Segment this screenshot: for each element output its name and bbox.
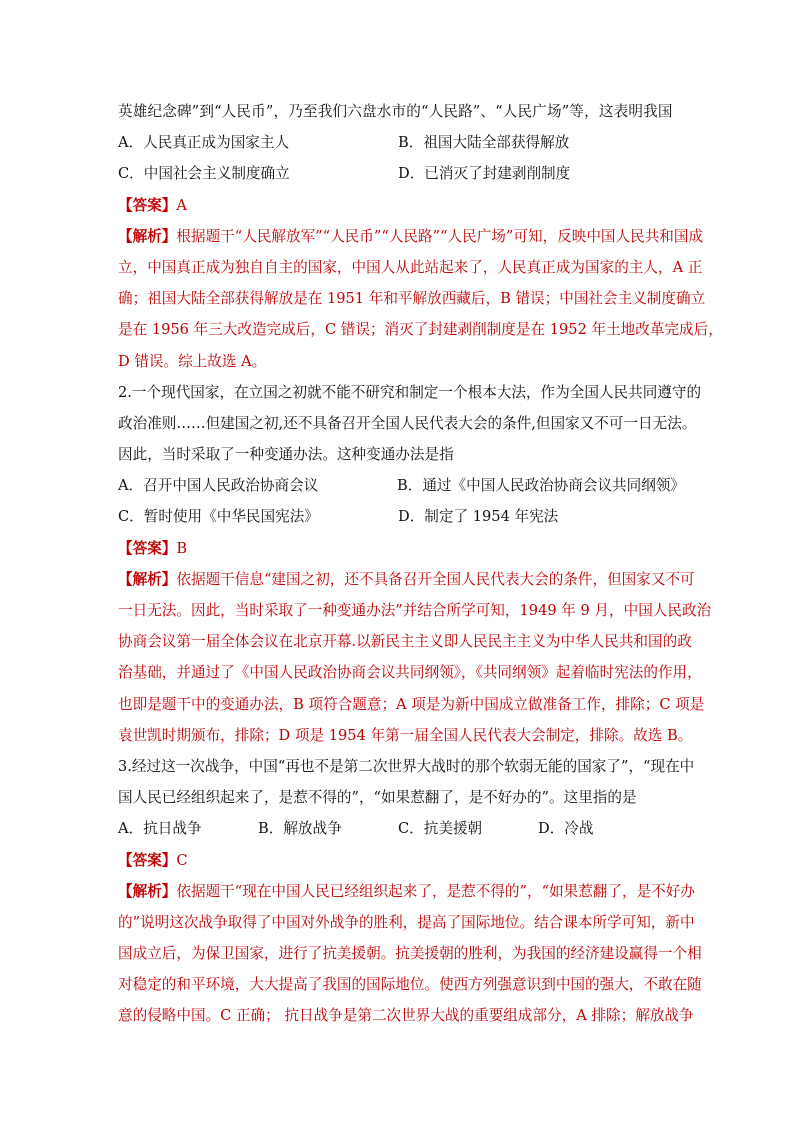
q3-expl-line-3: 对稳定的和平环境，大大提高了我国的国际地位。使西方列强意识到中国的强大，不敢在随: [118, 976, 702, 994]
q3-option-a: A．抗日战争: [118, 820, 202, 838]
q3-expl-line-2: 国成立后，为保卫国家，进行了抗美援朝。抗美援朝的胜利，为我国的经济建设赢得一个相: [118, 945, 702, 963]
q1-expl-line-1: 立，中国真正成为独自自主的国家，中国人从此站起来了，人民真正成为国家的主人，A 正: [118, 258, 703, 276]
q3-explanation: [118, 876, 702, 1032]
q1-expl-text-0: 根据题干“人民解放军”“人民币”“人民路”“人民广场”可知，反映中国人民共和国成: [176, 227, 704, 245]
q2-expl-line-2: 协商会议第一届全体会议在北京开幕.以新民主主义即人民民主主义为中华人民共和国的政: [118, 633, 692, 651]
q2-answer-tag: 【答案】: [118, 539, 177, 557]
q2-option-b: B．通过《中国人民政治协商会议共同纲领》: [397, 477, 686, 495]
q2-options-row-2: [118, 501, 678, 532]
q2-answer-value: B: [176, 539, 188, 557]
q1-stem-tail: 英雄纪念碑”到“人民币”，乃至我们六盘水市的“人民路”、“人民广场”等，这表明我国: [118, 103, 673, 120]
q2-explanation: [118, 564, 712, 751]
q3-expl-line-1: 的”说明这次战争取得了中国对外战争的胜利，提高了国际地位。结合课本所学可知，新中: [118, 913, 695, 931]
q2-option-a: A．召开中国人民政治协商会议: [118, 477, 319, 495]
q2-expl-line-0: [118, 564, 695, 595]
q2-stem-line-2: 因此，当时采取了一种变通办法。这种变通办法是指: [118, 446, 454, 464]
q3-expl-text-0: 依据题干“现在中国人民已经组织起来了，是惹不得的”，“如果惹翻了，是不好办: [176, 882, 695, 900]
q2-expl-line-4: 也即是题干中的变通办法，B 项符合题意；A 项是为新中国成立做准备工作，排除；C 项是: [118, 695, 705, 713]
q3-answer: [118, 845, 678, 876]
q2-expl-line-1: 一日无法。因此，当时采取了一种变通办法”并结合所学可知，1949 年 9 月，中国人民政治: [118, 602, 712, 619]
q2-expl-text-0: 依据题干信息“建国之初，还不具备召开全国人民代表大会的条件，但国家又不可: [176, 570, 695, 588]
q1-explanation: [118, 221, 723, 377]
q2-stem-line-0: 2.一个现代国家，在立国之初就不能不研究和制定一个根本大法，作为全国人民共同遵守的: [118, 383, 702, 401]
q3-stem-line-0: 3.经过这一次战争，中国“再也不是第二次世界大战时的那个软弱无能的国家了”，“现在中: [118, 757, 695, 775]
q1-answer-value: A: [176, 196, 187, 214]
q1-expl-line-4: D 错误。综上故选 A。: [118, 352, 267, 370]
q2-option-c: C．暂时使用《中华民国宪法》: [118, 508, 319, 526]
q1-option-a: A．人民真正成为国家主人: [118, 134, 290, 152]
q3-option-c: C．抗美援朝: [398, 820, 483, 838]
q1-expl-line-3: 是在 1956 年三大改造完成后，C 错误；消灭了封建剥削制度是在 1952 年土地改革完成后，: [118, 321, 723, 339]
q2-options-row-1: [118, 470, 686, 501]
q2-expl-tag: 【解析】: [118, 570, 177, 588]
q1-options-row-2: [118, 158, 678, 189]
q3-expl-tag: 【解析】: [118, 882, 177, 900]
q1-expl-line-2: 确；祖国大陆全部获得解放是在 1951 年和平解放西藏后，B 错误；中国社会主义制度确立: [118, 290, 706, 308]
document-page: [118, 96, 723, 1032]
q3-options-row: [118, 813, 678, 844]
q3-answer-tag: 【答案】: [118, 851, 177, 869]
q3-expl-line-4: 意的侵略中国。C 正确； 抗日战争是第二次世界大战的重要组成部分，A 排除；解放战争: [118, 1007, 694, 1025]
q3-option-d: D．冷战: [538, 820, 594, 838]
q1-answer: [118, 190, 678, 221]
q1-expl-tag: 【解析】: [118, 227, 177, 245]
q3-option-b: B．解放战争: [258, 820, 342, 838]
q1-options-row-1: [118, 127, 678, 158]
q3-expl-line-0: [118, 876, 695, 907]
q3-answer-value: C: [176, 851, 188, 869]
q1-expl-line-0: [118, 221, 704, 252]
q2-expl-line-3: 治基础，并通过了《中国人民政治协商会议共同纲领》，《共同纲领》起着临时宪法的作用，: [118, 664, 702, 682]
q1-option-b: B．祖国大陆全部获得解放: [398, 134, 570, 152]
q2-expl-line-5: 袁世凯时期颁布，排除；D 项是 1954 年第一届全国人民代表大会制定，排除。故选 B。: [118, 726, 693, 744]
q2-option-d: D．制定了 1954 年宪法: [398, 508, 559, 526]
q1-option-d: D．已消灭了封建剥削制度: [398, 165, 571, 183]
q1-option-c: C．中国社会主义制度确立: [118, 165, 290, 183]
q2-stem-line-1: 政治准则……但建国之初,还不具备召开全国人民代表大会的条件,但国家又不可一日无法。: [118, 414, 697, 432]
q1-answer-tag: 【答案】: [118, 196, 177, 214]
q2-answer: [118, 533, 678, 564]
q3-stem-line-1: 国人民已经组织起来了，是惹不得的”，“如果惹翻了，是不好办的”。这里指的是: [118, 789, 637, 807]
